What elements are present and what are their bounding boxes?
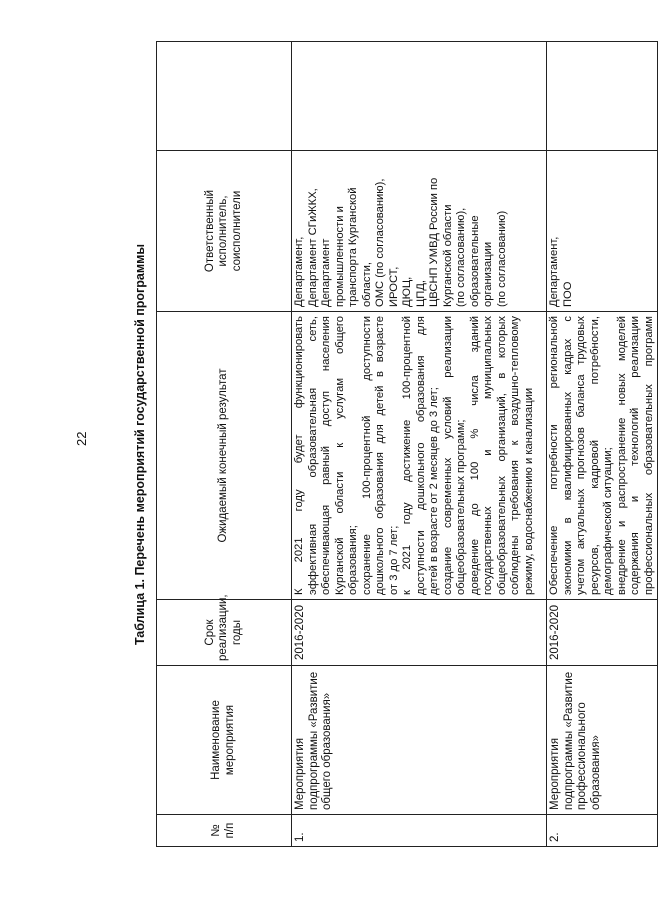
- executor-line: ПОО: [561, 281, 574, 307]
- executor-line: Департамент: [320, 238, 332, 307]
- header-result: Ожидаемый конечный результат: [157, 312, 292, 600]
- row-empty-cell: [292, 42, 547, 151]
- executor-line: транспорта Курганской: [347, 187, 359, 307]
- result-line: ресурсов, кадровой потребности,: [588, 316, 601, 595]
- result-line: эффективная образовательная сеть,: [306, 316, 319, 595]
- header-name: Наименование мероприятия: [157, 666, 292, 815]
- executor-line: Курганской области: [441, 204, 454, 307]
- result-line: создание современных условий реализации: [441, 316, 454, 595]
- rotated-page-content: [130, 42, 655, 847]
- row-result: [292, 312, 547, 600]
- result-line: Курганской области к услугам общего: [333, 316, 346, 595]
- table-header-row: [157, 42, 292, 847]
- executor-line: образовательные: [468, 215, 481, 307]
- executor-line: (по согласованию): [495, 210, 508, 307]
- result-line: соблюдены требования к воздушно-тепловому: [509, 316, 521, 595]
- result-line: содержания и технологий реализации: [629, 316, 641, 595]
- result-line: К 2021 году будет функционировать: [293, 316, 305, 595]
- executor-line: Департамент,: [293, 236, 305, 307]
- page-number: 22: [74, 431, 89, 446]
- result-line: профессиональных образовательных программ: [642, 316, 655, 595]
- result-line: Обеспечение потребности региональной: [548, 316, 560, 595]
- executor-line: Департамент,: [548, 236, 560, 307]
- header-executor: Ответственный исполнитель, соисполнители: [157, 151, 292, 312]
- row-num: 1.: [292, 815, 547, 847]
- row-num: 2.: [547, 815, 658, 847]
- row-term: 2016-2020: [292, 600, 547, 666]
- header-term: Срок реализации, годы: [157, 600, 292, 666]
- result-line: учетом актуальных прогнозов баланса трудовых: [575, 316, 587, 595]
- result-line: режиму, водоснабжению и канализации: [522, 387, 535, 595]
- table-title: Таблица 1. Перечень мероприятий государственной программы: [133, 243, 147, 646]
- result-line: к 2021 году достижение 100-процентной: [401, 316, 413, 595]
- row-result: [547, 312, 658, 600]
- result-line: государственных и муниципальных: [482, 316, 494, 595]
- row-term: 2016-2020: [547, 600, 658, 666]
- row-name: Мероприятия подпрограммы «Развитие профессионального образования»: [547, 666, 658, 815]
- result-line: образования;: [347, 525, 359, 595]
- executor-line: ИРОСТ,: [387, 266, 400, 307]
- table-row: [292, 42, 547, 847]
- executor-line: ЦПД,: [414, 279, 427, 307]
- executor-line: ДЮЦ,: [401, 276, 413, 307]
- result-line: общеобразовательных организаций, в которых: [495, 316, 508, 595]
- result-line: демографической ситуации;: [602, 447, 614, 595]
- result-line: экономики в квалифицированных кадрах с: [561, 316, 574, 595]
- result-line: доведение до 100 % числа зданий: [468, 316, 481, 595]
- result-line: обеспечивающая равный доступ населения: [320, 316, 332, 595]
- executor-line: промышленности и: [333, 206, 346, 307]
- executor-line: организации: [482, 241, 494, 307]
- executor-line: ОМС (по согласованию),: [374, 178, 386, 307]
- result-line: доступности дошкольного образования для: [414, 316, 427, 595]
- executor-line: области,: [360, 262, 373, 307]
- header-empty: [157, 42, 292, 151]
- header-num: № п/п: [157, 815, 292, 847]
- row-executor: [292, 151, 547, 312]
- measures-table: [156, 41, 658, 847]
- row-name: Мероприятия подпрограммы «Развитие общего образования»: [292, 666, 547, 815]
- result-line: детей в возрасте от 2 месяцев до 3 лет;: [428, 387, 440, 595]
- executor-line: (по согласованию),: [455, 207, 467, 307]
- executor-line: Департамент СГиЖКХ,: [306, 188, 319, 307]
- table-row: [547, 42, 658, 847]
- result-line: дошкольного образования для детей в возрасте: [374, 316, 386, 595]
- result-line: общеобразовательных программ;: [455, 419, 467, 595]
- row-executor: [547, 151, 658, 312]
- executor-line: ЦВСНП УМВД России по: [428, 177, 440, 307]
- result-line: сохранение 100-процентной доступности: [360, 316, 373, 595]
- result-line: внедрение и распространение новых моделей: [615, 316, 628, 595]
- row-empty-cell: [547, 42, 658, 151]
- result-line: от 3 до 7 лет;: [387, 525, 400, 595]
